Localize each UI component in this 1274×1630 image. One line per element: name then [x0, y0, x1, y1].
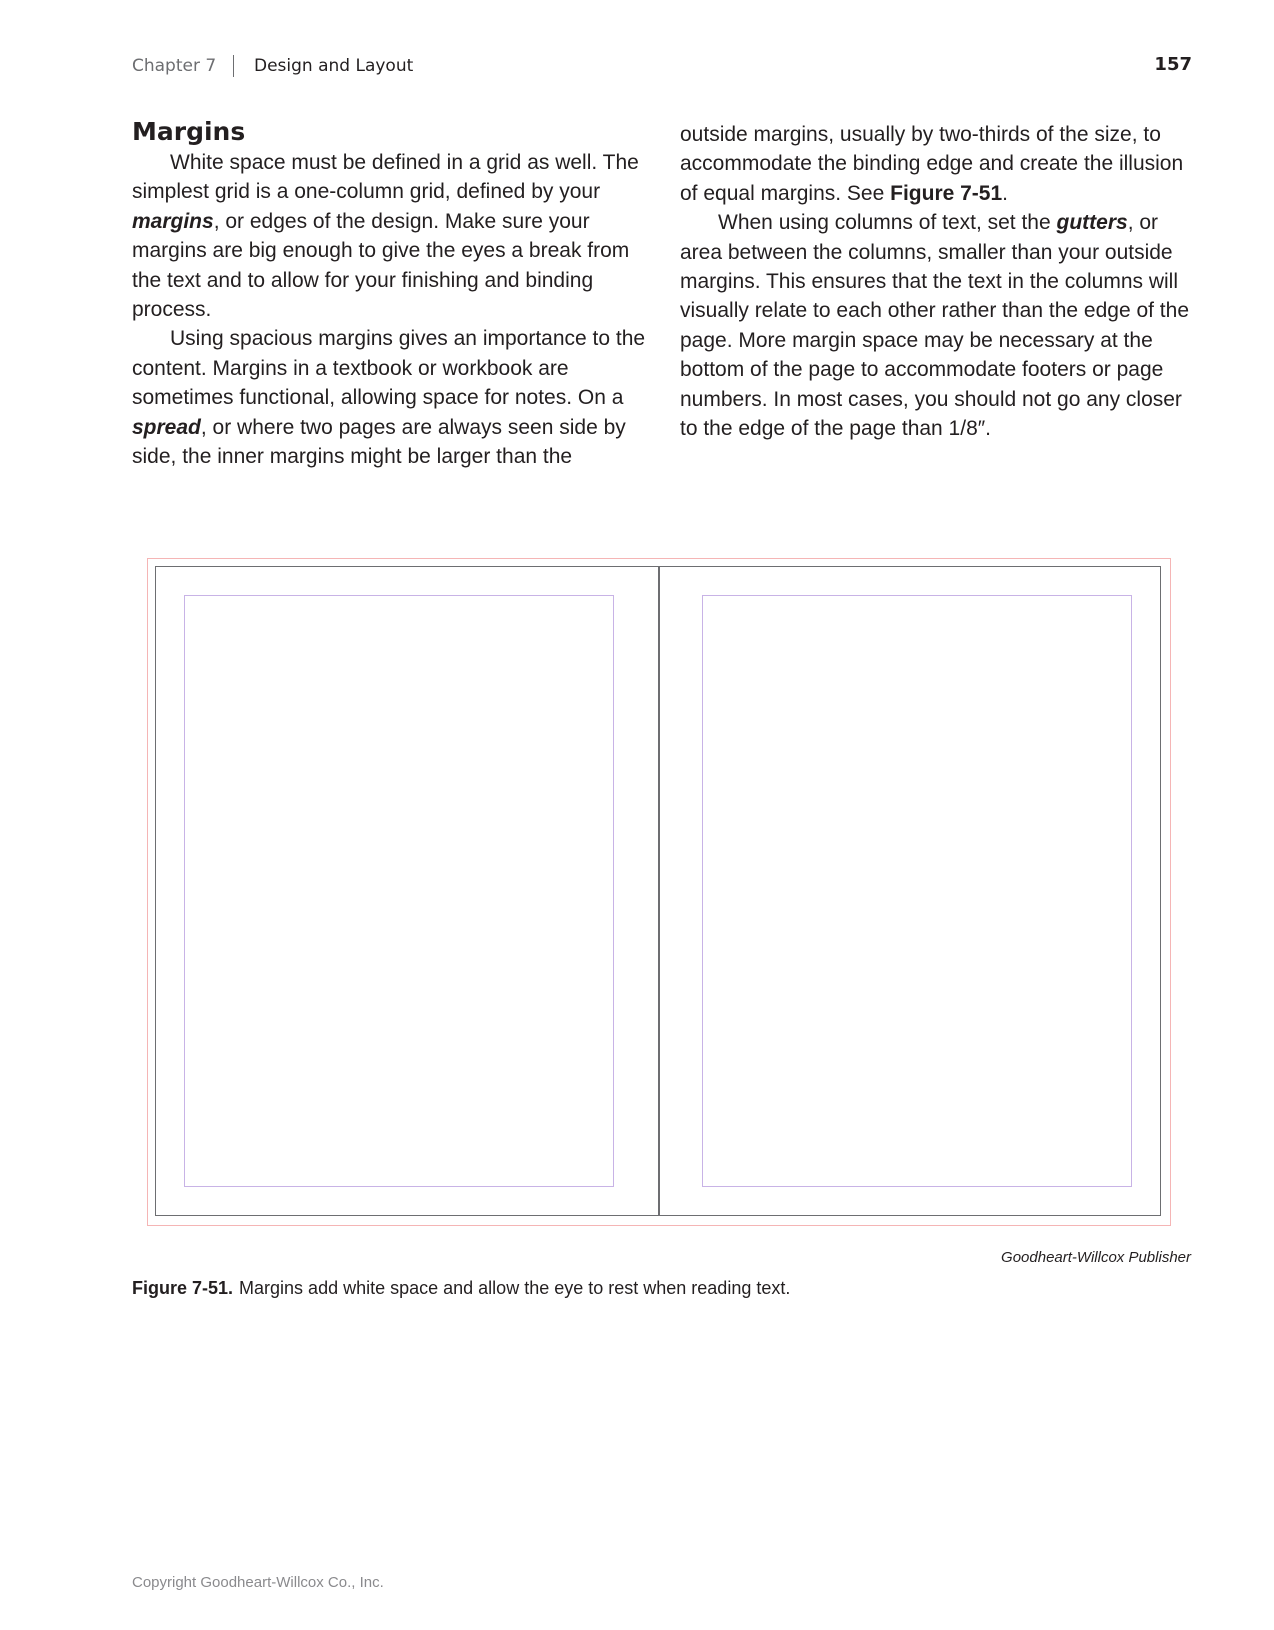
chapter-label: Chapter 7: [132, 56, 217, 76]
left-page-margin-guide: [184, 595, 614, 1187]
left-text-column: [132, 116, 652, 471]
term-spread: spread: [132, 415, 201, 439]
figure-reference: Figure 7-51: [890, 181, 1003, 205]
section-title: Design and Layout: [254, 56, 414, 76]
right-page-margin-guide: [702, 595, 1132, 1187]
text-run: White space must be defined in a grid as well. The simplest grid is a one-column grid, defined by your: [132, 151, 639, 204]
spread-margin-diagram: [147, 558, 1171, 1226]
section-heading: Margins: [132, 117, 246, 146]
text-run: .: [1002, 181, 1009, 205]
text-run: When using columns of text, set the: [718, 211, 1057, 235]
figure-caption: [132, 1276, 790, 1300]
text-run: , or where two pages are always seen side by side, the inner margins might be larger than the: [132, 415, 626, 469]
paragraph: [132, 324, 652, 471]
text-run: outside margins, usually by two-thirds of the size, to accommodate the binding edge and create the illusion of equal margins. See: [680, 123, 1184, 205]
text-run: , or edges of the design. Make sure your margins are big enough to give the eyes a break from the text and to allow for your finishing and binding process.: [132, 209, 630, 322]
text-run: Using spacious margins gives an importance to the content. Margins in a textbook or workbook are sometimes functional, allowing space for notes. On a: [132, 327, 646, 410]
text-run: , or area between the columns, smaller than your outside margins. This ensures that the text in the columns will visually relate to each other rather than the edge of the page. More margin space may be necessary at the bottom of the page to accommodate footers or page numbers. In most cases, you should not go any closer to the edge of the page than 1/8″.: [680, 211, 1189, 441]
page-number: 157: [1154, 54, 1192, 75]
term-gutters: gutters: [1056, 211, 1128, 235]
spine-fold-line: [658, 566, 660, 1216]
term-margins: margins: [132, 209, 214, 233]
right-text-column: [680, 120, 1200, 443]
paragraph: [680, 208, 1200, 443]
paragraph: [132, 148, 652, 324]
figure-caption-label: Figure 7-51.: [132, 1278, 234, 1298]
header-divider: [233, 55, 234, 77]
paragraph: [680, 120, 1200, 208]
figure-credit: Goodheart-Willcox Publisher: [1001, 1249, 1191, 1266]
figure-caption-text: Margins add white space and allow the eye to rest when reading text.: [239, 1278, 791, 1298]
copyright-footer: Copyright Goodheart-Willcox Co., Inc.: [132, 1574, 384, 1591]
